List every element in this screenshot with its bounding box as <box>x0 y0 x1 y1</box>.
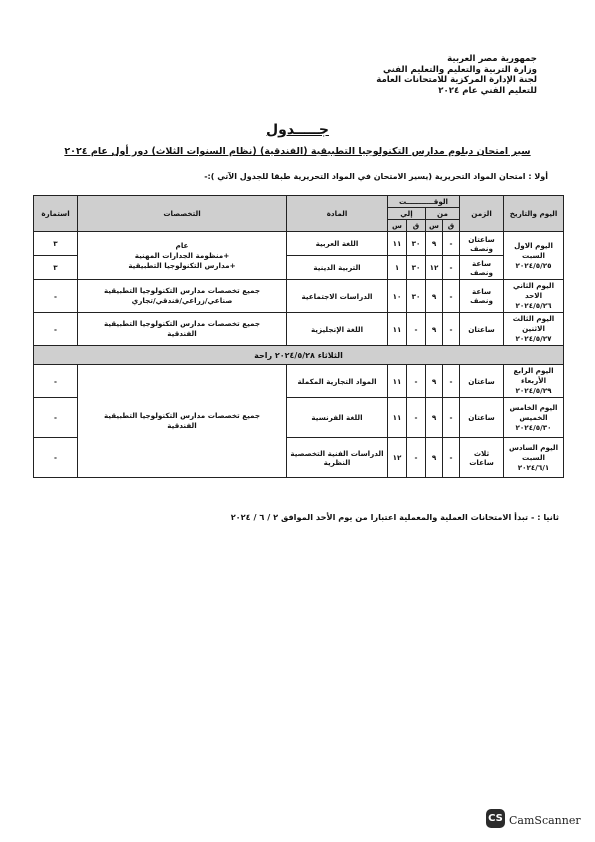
subject-cell: المواد التجارية المكملة <box>287 365 388 398</box>
from-q-cell: - <box>443 365 460 398</box>
exam-schedule-table <box>33 195 564 478</box>
form-cell: - <box>34 438 78 478</box>
table-header-row <box>34 196 564 208</box>
header-line-2: وزارة التربية والتعليم والتعليم الفني <box>382 64 537 75</box>
to-s-cell: ١٠ <box>388 280 407 313</box>
header-duration: الزمن <box>460 196 504 232</box>
from-s-cell: ٩ <box>426 232 443 256</box>
to-s-cell: ١٢ <box>388 438 407 478</box>
header-line-4: للتعليم الفني عام ٢٠٢٤ <box>438 85 537 96</box>
to-q-cell: - <box>407 313 426 346</box>
from-s-cell: ٩ <box>426 313 443 346</box>
from-q-cell: - <box>443 280 460 313</box>
page-subtitle: سير امتحان دبلوم مدارس التكنولوجيا التطبيقية (الفندقية) (نظام السنوات الثلاث) دور أول عام ٢٠٢٤ <box>64 146 531 157</box>
header-from-q: ق <box>443 220 460 232</box>
form-cell: - <box>34 313 78 346</box>
rest-day-row <box>34 346 564 365</box>
duration-cell: ثلاث ساعات <box>460 438 504 478</box>
day-cell: اليوم الرابع الأربعاء ٢٠٢٤/٥/٢٩ <box>504 365 564 398</box>
subject-cell: الدراسات الاجتماعية <box>287 280 388 313</box>
table-row <box>34 365 564 398</box>
form-cell: ٣ <box>34 256 78 280</box>
from-q-cell: - <box>443 232 460 256</box>
rest-day-cell: الثلاثاء ٢٠٢٤/٥/٢٨ راحة <box>34 346 564 365</box>
ministry-header <box>317 54 537 96</box>
header-time: الوقـــــــــــت <box>388 196 460 208</box>
section-one-heading: أولا : امتحان المواد التحريرية (يسير الامتحان في المواد التحريرية طبقا للجدول الآتي ):- <box>204 172 548 181</box>
from-q-cell: - <box>443 313 460 346</box>
subject-cell: اللغة العربية <box>287 232 388 256</box>
duration-cell: ساعتان <box>460 365 504 398</box>
subject-cell: اللغة الفرنسية <box>287 398 388 438</box>
camscanner-watermark: CamScanner <box>509 814 581 827</box>
specializations-cell: جميع تخصصات مدارس التكنولوجيا التطبيقية صناعي/زراعي/فندقي/تجاري <box>78 280 287 313</box>
to-q-cell: - <box>407 365 426 398</box>
to-s-cell: ١١ <box>388 232 407 256</box>
header-to: إلي <box>388 208 426 220</box>
subject-cell: اللغة الإنجليزية <box>287 313 388 346</box>
to-s-cell: ١١ <box>388 398 407 438</box>
table-row <box>34 280 564 313</box>
from-q-cell: - <box>443 438 460 478</box>
day-cell: اليوم الثالث الاثنين ٢٠٢٤/٥/٢٧ <box>504 313 564 346</box>
from-s-cell: ٩ <box>426 398 443 438</box>
section-two-note: ثانيا : - تبدأ الامتحانات العملية والمعملية اعتبارا من يوم الأحد الموافق ٢ / ٦ / ٢٠٢٤ <box>230 512 559 522</box>
header-form: استمارة <box>34 196 78 232</box>
form-cell: - <box>34 280 78 313</box>
to-q-cell: - <box>407 398 426 438</box>
duration-cell: ساعتان <box>460 313 504 346</box>
to-s-cell: ١١ <box>388 365 407 398</box>
from-q-cell: - <box>443 256 460 280</box>
from-s-cell: ٩ <box>426 280 443 313</box>
duration-cell: ساعتان ونصف <box>460 232 504 256</box>
day-cell: اليوم الخامس الخميس ٢٠٢٤/٥/٣٠ <box>504 398 564 438</box>
table-row <box>34 232 564 256</box>
duration-cell: ساعتان <box>460 398 504 438</box>
from-q-cell: - <box>443 398 460 438</box>
specializations-cell: عام +منظومة الجدارات المهنية +مدارس التكنولوجيا التطبيقية <box>78 232 287 280</box>
header-day-date: اليوم والتاريخ <box>504 196 564 232</box>
to-q-cell: ٣٠ <box>407 256 426 280</box>
camscanner-logo-icon: CS <box>486 809 505 828</box>
from-s-cell: ٩ <box>426 365 443 398</box>
day-cell: اليوم الثاني الاحد ٢٠٢٤/٥/٢٦ <box>504 280 564 313</box>
specializations-cell: جميع تخصصات مدارس التكنولوجيا التطبيقية الفندقية <box>78 365 287 478</box>
page-title: جـــــدول <box>266 122 329 138</box>
header-from-s: س <box>426 220 443 232</box>
duration-cell: ساعة ونصف <box>460 256 504 280</box>
form-cell: - <box>34 398 78 438</box>
from-s-cell: ١٢ <box>426 256 443 280</box>
to-s-cell: ١ <box>388 256 407 280</box>
to-q-cell: ٣٠ <box>407 232 426 256</box>
header-subject: المادة <box>287 196 388 232</box>
to-q-cell: - <box>407 438 426 478</box>
header-to-s: س <box>388 220 407 232</box>
header-from: من <box>426 208 460 220</box>
day-cell: اليوم السادس السبت ٢٠٢٤/٦/١ <box>504 438 564 478</box>
header-specializations: التخصصات <box>78 196 287 232</box>
table-row <box>34 313 564 346</box>
header-line-3: لجنة الإدارة المركزية للامتحانات العامة <box>376 75 537 85</box>
header-to-q: ق <box>407 220 426 232</box>
from-s-cell: ٩ <box>426 438 443 478</box>
subject-cell: التربية الدينية <box>287 256 388 280</box>
header-line-1: جمهورية مصر العربية <box>447 54 537 64</box>
to-q-cell: ٣٠ <box>407 280 426 313</box>
to-s-cell: ١١ <box>388 313 407 346</box>
day-cell: اليوم الاول السبت ٢٠٢٤/٥/٢٥ <box>504 232 564 280</box>
form-cell: - <box>34 365 78 398</box>
duration-cell: ساعة ونصف <box>460 280 504 313</box>
specializations-cell: جميع تخصصات مدارس التكنولوجيا التطبيقية الفندقية <box>78 313 287 346</box>
form-cell: ٣ <box>34 232 78 256</box>
subject-cell: الدراسات الفنية التخصصية النظرية <box>287 438 388 478</box>
